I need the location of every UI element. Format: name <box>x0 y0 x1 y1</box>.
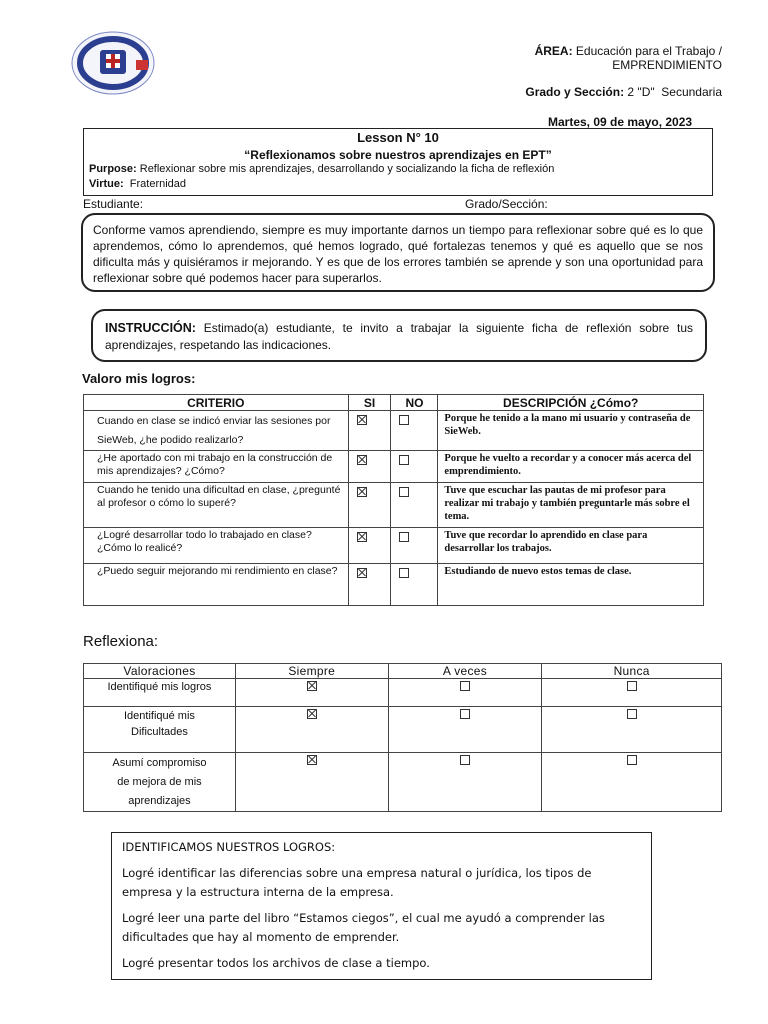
aveces-cell <box>388 707 542 753</box>
table-row <box>84 707 722 753</box>
instruction-text <box>105 320 693 354</box>
checkbox-checked[interactable] <box>357 532 367 542</box>
lesson-title: Lesson N° 10 <box>357 130 439 145</box>
purpose-value: Reflexionar sobre mis aprendizajes, desarrollando y socializando la ficha de reflexión <box>139 163 555 175</box>
table-row <box>84 564 704 606</box>
checkbox-unchecked[interactable] <box>399 487 409 497</box>
intro-text: Conforme vamos aprendiendo, siempre es muy importante darnos un tiempo para reflexionar sobre qué es lo que aprendemos, cómo lo aprendemos, qué hemos logrado, qué fortalezas tenemos y qué es aquello que se nos dificulta más y quisiéramos ir mejorando. Y es que de los errores también se aprende y son una oportunidad para reflexionar sobre qué podemos hacer para superarlos. <box>93 223 703 285</box>
checkbox-checked[interactable] <box>357 415 367 425</box>
checkbox-unchecked[interactable] <box>399 415 409 425</box>
date: Martes, 09 de mayo, 2023 <box>548 115 693 129</box>
student-label: Estudiante: <box>83 197 144 211</box>
col-siempre: Siempre <box>235 664 388 679</box>
no-cell <box>391 451 438 483</box>
criterio-cell: ¿He aportado con mi trabajo en la construcción de mis aprendizajes? ¿Cómo? <box>84 451 349 483</box>
aveces-cell <box>388 679 542 707</box>
table-row <box>84 679 722 707</box>
col-no: NO <box>391 395 438 411</box>
descripcion-cell: Estudiando de nuevo estos temas de clase. <box>438 564 704 606</box>
siempre-cell <box>235 707 388 753</box>
checkbox-unchecked[interactable] <box>627 755 637 765</box>
logro-item: Logré identificar las diferencias sobre una empresa natural o jurídica, los tipos de empresa y la estructura interna de la empresa. <box>122 866 592 899</box>
col-aveces: A veces <box>388 664 542 679</box>
no-cell <box>391 564 438 606</box>
criterio-cell: ¿Puedo seguir mejorando mi rendimiento en clase? <box>84 564 349 606</box>
grado-seccion-label: Grado/Sección: <box>465 197 548 211</box>
nunca-cell <box>542 679 722 707</box>
reflexiona-table <box>83 663 722 812</box>
nunca-cell <box>542 707 722 753</box>
checkbox-unchecked[interactable] <box>399 568 409 578</box>
no-cell <box>391 528 438 564</box>
descripcion-cell: Tuve que escuchar las pautas de mi profesor para realizar mi trabajo y también preguntarle más sobre el tema. <box>438 483 704 528</box>
si-cell <box>348 411 391 451</box>
virtue-value: Fraternidad <box>129 178 187 190</box>
col-descripcion: DESCRIPCIÓN ¿Cómo? <box>438 395 704 411</box>
school-logo <box>70 30 156 96</box>
logro-item: Logré presentar todos los archivos de clase a tiempo. <box>122 956 430 970</box>
descripcion-cell: Porque he tenido a la mano mi usuario y contraseña de SieWeb. <box>438 411 704 451</box>
area-value-2: EMPRENDIMIENTO <box>612 58 722 72</box>
descripcion-cell: Porque he vuelto a recordar y a conocer más acerca del emprendimiento. <box>438 451 704 483</box>
area-value: Educación para el Trabajo / <box>575 44 722 58</box>
checkbox-checked[interactable] <box>307 755 317 765</box>
grado-label: Grado y Sección: <box>525 85 625 99</box>
si-cell <box>348 528 391 564</box>
grado-value: 2 "D" Secundaria <box>627 85 722 99</box>
si-cell <box>348 451 391 483</box>
aveces-cell <box>388 753 542 812</box>
virtue-label: Virtue: <box>89 178 124 190</box>
instruction-body: Estimado(a) estudiante, te invito a trabajar la siguiente ficha de reflexión sobre tus aprendizajes, respetando las indicaciones. <box>105 321 693 352</box>
checkbox-unchecked[interactable] <box>460 755 470 765</box>
instruction-label: INSTRUCCIÓN: <box>105 321 196 335</box>
logros-title: IDENTIFICAMOS NUESTROS LOGROS: <box>122 840 336 854</box>
reflexiona-heading: Reflexiona: <box>83 633 159 650</box>
valoro-heading: Valoro mis logros: <box>82 371 196 386</box>
valoro-header-row <box>84 395 704 411</box>
table-row <box>84 411 704 451</box>
checkbox-checked[interactable] <box>307 709 317 719</box>
intro-box <box>81 213 715 292</box>
col-valoraciones: Valoraciones <box>84 664 236 679</box>
virtue-line <box>89 178 186 190</box>
lesson-box <box>83 128 713 196</box>
criterio-cell: Cuando en clase se indicó enviar las sesiones por SieWeb, ¿he podido realizarlo? <box>84 411 349 451</box>
valoracion-cell: Identifiqué mis logros <box>84 679 236 707</box>
purpose-label: Purpose: <box>89 163 137 175</box>
table-row <box>84 483 704 528</box>
checkbox-unchecked[interactable] <box>460 681 470 691</box>
area-label: ÁREA: <box>534 44 573 58</box>
lesson-subtitle: “Reflexionamos sobre nuestros aprendizajes en EPT” <box>244 148 552 162</box>
criterio-cell: Cuando he tenido una dificultad en clase, ¿pregunté al profesor o cómo lo superé? <box>84 483 349 528</box>
col-si: SI <box>348 395 391 411</box>
logro-item: Logré leer una parte del libro “Estamos ciegos”, el cual me ayudó a comprender las dificultades que hay al momento de emprender. <box>122 911 605 944</box>
no-cell <box>391 483 438 528</box>
checkbox-unchecked[interactable] <box>627 709 637 719</box>
table-row <box>84 528 704 564</box>
checkbox-checked[interactable] <box>357 487 367 497</box>
logros-box <box>111 832 652 980</box>
descripcion-cell: Tuve que recordar lo aprendido en clase para desarrollar los trabajos. <box>438 528 704 564</box>
criterio-cell: ¿Logré desarrollar todo lo trabajado en clase? ¿Cómo lo realicé? <box>84 528 349 564</box>
checkbox-checked[interactable] <box>357 455 367 465</box>
checkbox-unchecked[interactable] <box>460 709 470 719</box>
area-block <box>535 44 722 72</box>
reflexiona-header-row <box>84 664 722 679</box>
valoracion-cell: Identifiqué mis Dificultades <box>84 707 236 753</box>
siempre-cell <box>235 679 388 707</box>
checkbox-unchecked[interactable] <box>399 532 409 542</box>
table-row <box>84 753 722 812</box>
grado-block <box>525 85 722 99</box>
si-cell <box>348 564 391 606</box>
checkbox-checked[interactable] <box>357 568 367 578</box>
checkbox-unchecked[interactable] <box>399 455 409 465</box>
nunca-cell <box>542 753 722 812</box>
col-nunca: Nunca <box>542 664 722 679</box>
instruction-box <box>91 309 707 362</box>
valoro-table <box>83 394 704 606</box>
no-cell <box>391 411 438 451</box>
col-criterio: CRITERIO <box>84 395 349 411</box>
valoracion-cell: Asumí compromiso de mejora de mis aprendizajes <box>84 753 236 812</box>
checkbox-checked[interactable] <box>307 681 317 691</box>
siempre-cell <box>235 753 388 812</box>
purpose-line <box>89 163 554 175</box>
si-cell <box>348 483 391 528</box>
table-row <box>84 451 704 483</box>
checkbox-unchecked[interactable] <box>627 681 637 691</box>
